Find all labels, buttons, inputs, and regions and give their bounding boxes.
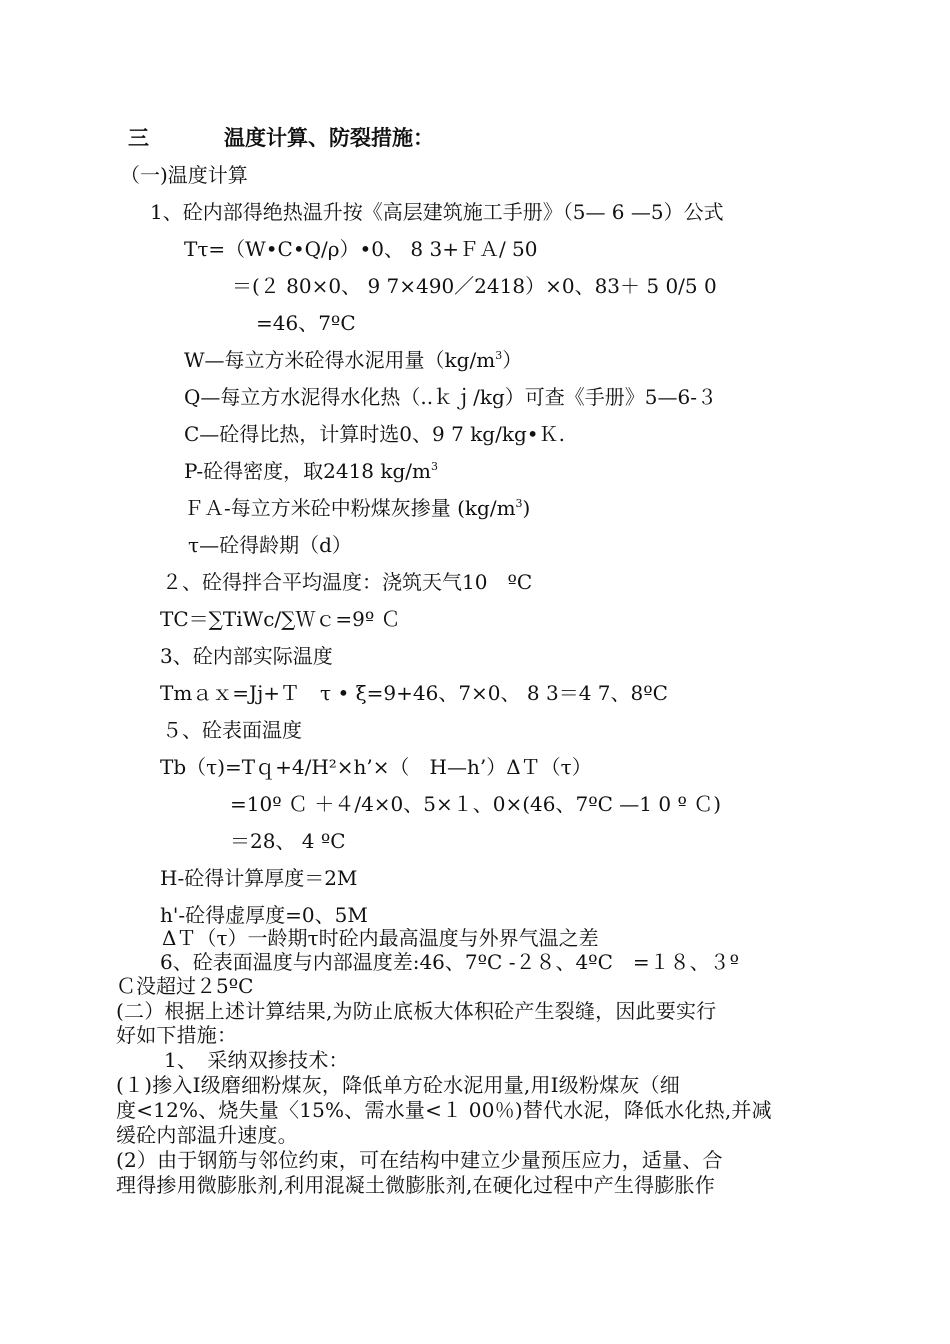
paragraph-line: (１)掺入Ⅰ级磨细粉煤灰，降低单方砼水泥用量,用Ⅰ级粉煤灰（细 [116,1073,680,1097]
formula-line: =10º Ｃ ＋４/4×0、5×１、0×(46、7ºC —1 0 º Ｃ) [230,792,722,816]
list-heading: 1、 采纳双掺技术： [164,1048,349,1072]
text-line: 6、砼表面温度与内部温度差:46、7ºC -２８、4ºC =１８、３º [160,950,740,974]
definition-line: τ—砼得龄期（d） [188,533,352,557]
definition-line: P-砼得密度，取2418 $kg/m^3$ [184,459,439,483]
paragraph-line: 缓砼内部温升速度。 [116,1123,298,1147]
paragraph-line: (二）根据上述计算结果,为防止底板大体积砼产生裂缝，因此要实行 [116,999,717,1023]
paragraph-line: 度<12%、烧失量〈15%、需水量<１ 00％)替代水泥，降低水化热,并减 [116,1098,772,1122]
paragraph-line: 好如下措施： [116,1023,238,1047]
definition-line: H-砼得计算厚度＝2M [160,866,358,890]
definition-line: C—砼得比热，计算时选0、9 7 kg/kg•Ｋ. [184,422,565,446]
section-number: 三 [128,126,149,150]
definition-line: h'-砼得虚厚度=0、5M [160,903,368,927]
formula-result: ＝28、 4 ºC [230,829,346,853]
formula-result: =46、7ºC [256,311,356,335]
subsection-heading: （一)温度计算 [120,163,248,187]
definition-line: Q—每立方水泥得水化热（..ｋｊ/kg）可查《手册》5—6-３ [184,385,717,409]
text-line: ２、砼得拌合平均温度：浇筑天气10 ºC [162,570,533,594]
definition-line: ΔＴ（τ）一龄期τ时砼内最高温度与外界气温之差 [162,926,599,950]
text-line: ５、砼表面温度 [162,718,302,742]
text-line: 3、砼内部实际温度 [160,644,333,668]
definition-line: ＦＡ-每立方米砼中粉煤灰掺量 $(kg/m^3)$ [184,496,531,520]
section-title: 温度计算、防裂措施： [224,126,434,150]
paragraph-line: 理得掺用微膨胀剂,利用混凝土微膨胀剂,在硬化过程中产生得膨胀作 [116,1173,715,1197]
formula-line: ＝(２ 80×0、 9 7×490／2418）×0、83＋ 5 0/5 0 [232,274,717,298]
formula-line: Tτ=（W•C•Q/ρ）•0、 8 3+ＦＡ/ 50 [184,237,538,261]
text-line: Ｃ没超过２5ºC [116,974,254,998]
definition-line: W—每立方米砼得水泥用量$(kg/m^3)$ [184,348,523,372]
formula-line: TC＝∑TiWc/∑Ｗｃ=9º Ｃ [160,607,401,631]
formula-line: Tmａｘ=Jj+Ｔ τ • ξ=9+46、7×0、 8 3＝4 7、8ºC [160,681,668,705]
paragraph-line: (2）由于钢筋与邻位约束，可在结构中建立少量预压应力，适量、合 [116,1148,723,1172]
text-line: 1、砼内部得绝热温升按《高层建筑施工手册》（5— 6 —5）公式 [150,200,724,224]
formula-line: Tb（τ)=Tｑ+4/H²×h’×（ H—h’）ΔＴ（τ） [160,755,592,779]
